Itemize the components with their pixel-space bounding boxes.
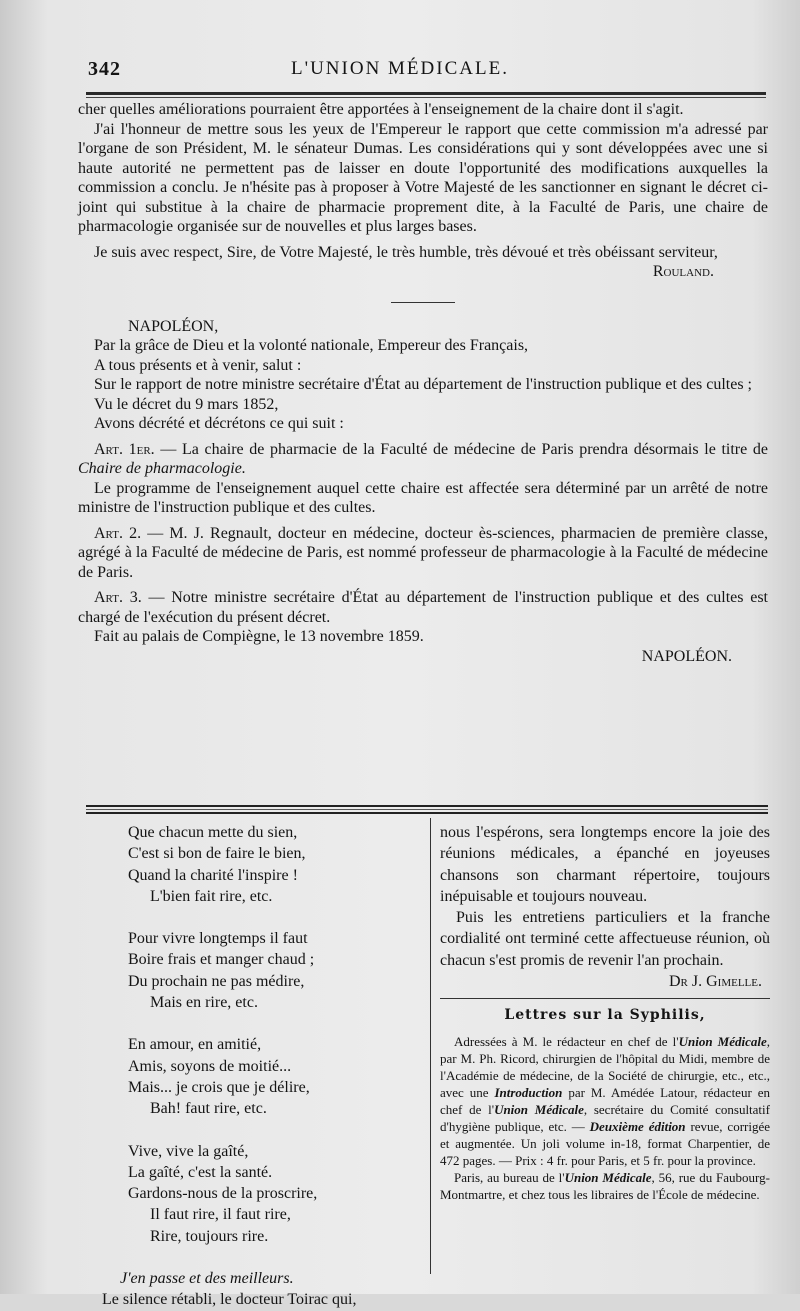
poem-verse: La gaîté, c'est la santé. [128, 1163, 273, 1181]
poem-refrain: Il faut rire, il faut rire, [150, 1206, 291, 1224]
poem-refrain: Bah! faut rire, etc. [150, 1100, 267, 1118]
gimelle-signature: Dr J. Gimelle. [669, 973, 762, 991]
header-rule-thin [86, 97, 766, 98]
advert-title: Lettres sur la Syphilis, [504, 1007, 706, 1024]
article-3-label: Art. 3. [94, 589, 142, 606]
poem-verse: Quand la charité l'inspire ! [128, 866, 298, 884]
poem-verse: Du prochain ne pas médire, [128, 972, 305, 990]
decree-line-4: Vu le décret du 9 mars 1852, [94, 395, 279, 413]
advert-paragraph-1: Adressées à M. le rédacteur en chef de l'Union Médicale, par M. Ph. Ricord, chirurgien de l'hôpital du Midi, membre de l'Académie de médecine, de la Société de chirurgie, etc., etc., avec une Introduction par M. Amédée Latour, rédacteur en chef de l'Union Médicale, secrétaire du Comité consultatif d'hygiène publique, etc. — Deuxième édition revue, corrigée et augmentée. Un joli volume in-18, format Charpentier, de 472 pages. — Prix : 4 fr. pour Paris, et 5 fr. pour la province. [440, 1033, 771, 1168]
header-rule [86, 92, 766, 95]
poem-verse: Vive, vive la gaîté, [128, 1142, 249, 1160]
column-divider [430, 818, 431, 1274]
article-1 [78, 440, 768, 479]
poem-refrain: Mais en rire, etc. [150, 994, 258, 1012]
poem-verse: C'est si bon de faire le bien, [128, 845, 306, 863]
decree-line-5: Avons décrété et décrétons ce qui suit : [94, 415, 344, 432]
right-paragraph-2: Puis les entretiens particuliers et la franche cordialité ont terminé cette affectueuse réunion, où chacun s'est promis de revenir l'an prochain. [440, 909, 770, 969]
article-3 [78, 588, 768, 627]
poem-refrain: L'bien fait rire, etc. [150, 887, 273, 905]
poem-stanza-1 [102, 822, 424, 907]
decree-line-2: A tous présents et à venir, salut : [94, 356, 302, 374]
poem-stanza-3 [102, 1034, 424, 1119]
decree-line-1: Par la grâce de Dieu et la volonté nationale, Empereur des Français, [94, 337, 529, 354]
poem-verse: Boire frais et manger chaud ; [128, 951, 315, 969]
feuilleton-separator [86, 805, 768, 814]
article-1-text: — La chaire de pharmacie de la Faculté de médecine de Paris prendra désormais le titre de [160, 440, 768, 458]
poem-verse: Mais... je crois que je délire, [128, 1078, 310, 1096]
poem-refrain: Rire, toujours rire. [150, 1227, 269, 1245]
page-header [0, 52, 800, 92]
poem-verse: Amis, soyons de moitié... [128, 1057, 292, 1075]
poem-verse: En amour, en amitié, [128, 1036, 262, 1054]
advert-paragraph-2: Paris, au bureau de l'Union Médicale, 56, rue du Faubourg-Montmartre, et chez tous les libraires de l'École de médecine. [440, 1169, 770, 1202]
poem-verse: Gardons-nous de la proscrire, [128, 1185, 318, 1203]
silence-paragraph: Le silence rétabli, le docteur Toirac qui, [102, 1291, 357, 1309]
poem-verse: Que chacun mette du sien, [128, 824, 298, 841]
article-1-label: Art. 1er. [94, 440, 155, 458]
main-text [78, 100, 768, 666]
poem-stanza-4 [102, 1141, 424, 1247]
report-signature: Rouland. [652, 263, 714, 280]
decree-fait: Fait au palais de Compiègne, le 13 novembre 1859. [94, 628, 424, 645]
advert-body [440, 1033, 770, 1203]
article-2-label: Art. 2. [94, 524, 142, 542]
article-1-title: Chaire de pharmacologie. [78, 460, 246, 477]
poem-passe: J'en passe et des meilleurs. [120, 1270, 294, 1288]
report-paragraph-1: cher quelles améliorations pourraient être apportées à l'enseignement de la chaire dont il s'agit. [78, 101, 684, 118]
poem-column [102, 822, 424, 1311]
page-number: 342 [88, 58, 121, 80]
article-1-paragraph-2: Le programme de l'enseignement auquel cette chaire est affectée sera déterminé par un arrêté de notre ministre de l'instruction publique et des cultes. [78, 479, 768, 516]
report-paragraph-2: J'ai l'honneur de mettre sous les yeux de l'Empereur le rapport que cette commission m'a adressé par l'organe de son Président, M. le sénateur Dumas. Les considérations qui y sont développées avec une si haute autorité ne permettent pas de laisser en doute l'opportunité des modifications auxquelles la commission a conclu. Je n'hésite pas à proposer à Votre Majesté de les sanctionner en signant le décret ci-joint qui substitue à la chaire de pharmacie proprement dite, à la Faculté de Paris, une chaire de pharmacologie organisée sur de nouvelles et plus larges bases. [78, 120, 768, 235]
article-2-text: — M. J. Regnault, docteur en médecine, docteur ès-sciences, pharmacien de première classe, agrégé à la Faculté de médecine de Paris, est nommé professeur de pharmacologie à la Faculté de médecine de Paris. [78, 524, 769, 581]
poem-stanza-2 [102, 928, 424, 1013]
running-title: L'UNION MÉDICALE. [291, 58, 509, 79]
report-paragraph-3: Je suis avec respect, Sire, de Votre Majesté, le très humble, très dévoué et très obéissant serviteur, [94, 243, 718, 261]
right-column [440, 822, 770, 1203]
article-2 [78, 524, 768, 583]
right-paragraph-1: nous l'espérons, sera longtemps encore la joie des réunions médicales, a épanché en joyeuses chansons son charmant répertoire, toujours inépuisable et toujours nouveau. [440, 824, 770, 905]
decree-napoleon: NAPOLÉON, [128, 317, 219, 335]
decree-line-3: Sur le rapport de notre ministre secrétaire d'État au département de l'instruction publique et des cultes ; [94, 376, 752, 393]
section-divider [391, 302, 455, 303]
article-3-text: — Notre ministre secrétaire d'État au département de l'instruction publique et des cultes est chargé de l'exécution du présent décret. [78, 589, 768, 626]
poem-verse: Pour vivre longtemps il faut [128, 930, 308, 948]
decree-signature: NAPOLÉON. [641, 647, 732, 665]
advert-rule [440, 998, 770, 999]
